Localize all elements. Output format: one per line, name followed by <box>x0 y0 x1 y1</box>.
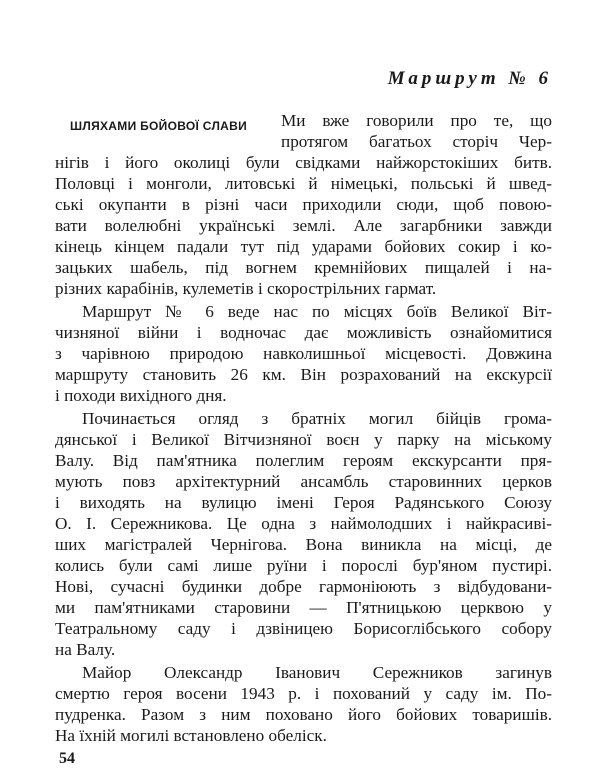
body-line: Валу. Від пам'ятника полеглим героям екскурсанти пря- <box>55 451 552 470</box>
body-line: Маршрут № 6 веде нас по місцях боїв Великої Віт- <box>82 302 552 321</box>
route-title: Маршрут № 6 <box>387 68 552 89</box>
body-line: і виходять на вулицю імені Героя Радянського Союзу <box>55 493 552 512</box>
body-line: ших магістралей Чернігова. Вона виникла на місці, де <box>55 535 552 554</box>
body-line: пудренка. Разом з ним поховано його бойових товаришів. <box>55 705 552 724</box>
body-line: На їхній могилі встановлено обеліск. <box>55 726 327 745</box>
body-line: ські окупанти в різні часи приходили сюди, щоб повою- <box>55 195 552 214</box>
body-line: зацьких шабель, під вогнем кремнійових пищалей і на- <box>55 258 552 277</box>
body-line: чизняної війни і водночас дає можливість ознайомитися <box>55 323 552 342</box>
body-line: Нові, сучасні будинки добре гармоніюють з відбудовани- <box>55 577 552 596</box>
body-line: Починається огляд з братніх могил бійців грома- <box>82 409 552 428</box>
body-line: Майор Олександр Іванович Сережников загинув <box>82 663 552 682</box>
body-line: на Валу. <box>55 640 116 659</box>
body-line: нігів і його околиці були свідками найжорстокіших битв. <box>55 153 552 172</box>
body-line: Половці і монголи, литовські й німецькі, польські й швед- <box>55 174 552 193</box>
body-line: Ми вже говорили про те, що <box>281 111 552 130</box>
body-line: різних карабінів, кулеметів і скорострільних гармат. <box>55 279 437 298</box>
body-line: мують повз архітектурний ансамбль старовинних церков <box>55 472 552 491</box>
body-line: кінець кінцем падали тут під ударами бойових сокир і ко- <box>55 237 552 256</box>
body-line: смертю героя восени 1943 р. і похований у саду ім. По- <box>55 684 552 703</box>
body-line: дянської і Великої Вітчизняної воєн у парку на міському <box>55 430 552 449</box>
body-line: колись були самі лише руїни і порослі бур'яном пустирі. <box>55 556 552 575</box>
body-line: О. І. Сережникова. Це одна з наймолодших і найкрасиві- <box>55 514 552 533</box>
page-number: 54 <box>59 750 75 767</box>
body-line: вати волелюбні українські землі. Але загарбники завжди <box>55 216 552 235</box>
body-line: ми пам'ятниками старовини — П'ятницькою церквою у <box>55 598 552 617</box>
body-line: протягом багатьох сторіч Чер- <box>281 132 552 151</box>
body-line: маршруту становить 26 км. Він розрахований на екскурсії <box>55 365 552 384</box>
body-line: і походи вихідного дня. <box>55 386 227 405</box>
body-line: Театральному саду і дзвіницею Борисоглібського собору <box>55 619 552 638</box>
body-line: з чарівною природою навколишньої місцевості. Довжина <box>55 344 552 363</box>
section-label: ШЛЯХАМИ БОЙОВОЇ СЛАВИ <box>70 119 248 133</box>
